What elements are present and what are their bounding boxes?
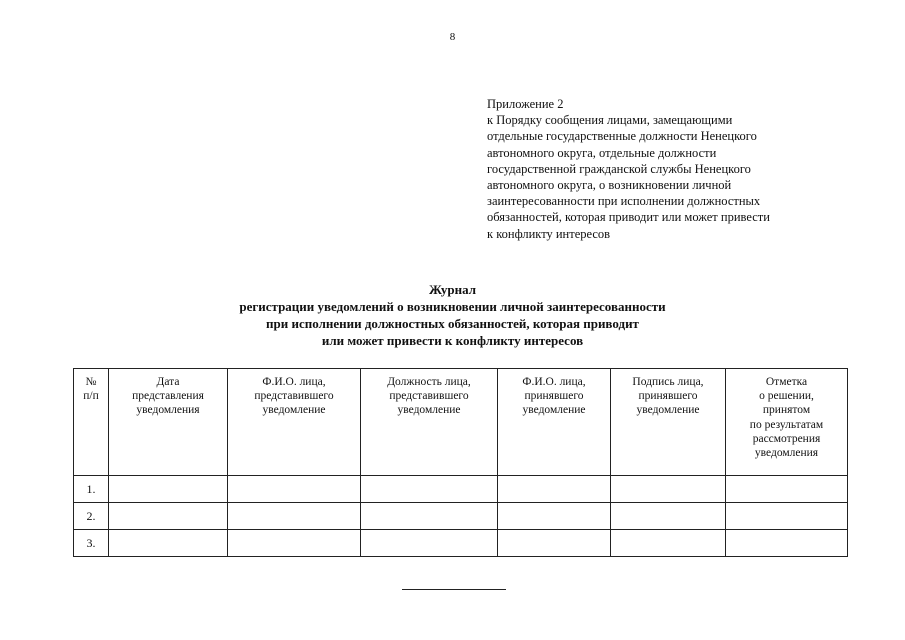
- table-cell: [228, 476, 361, 503]
- table-cell: [361, 530, 498, 557]
- column-header-decision-note: [726, 369, 848, 476]
- table-cell: [726, 530, 848, 557]
- column-header-submitter-name: [228, 369, 361, 476]
- column-header-label: Подпись лица, принявшего уведомление: [632, 376, 704, 417]
- column-header-label: Дата представления уведомления: [132, 376, 204, 417]
- table-cell: [611, 503, 726, 530]
- table-cell: [109, 530, 228, 557]
- appendix-line: заинтересованности при исполнении должностных: [487, 194, 761, 209]
- column-header-submitter-position: [361, 369, 498, 476]
- closing-divider: [402, 589, 506, 590]
- table-cell: [498, 476, 611, 503]
- journal-subtitle-line: при исполнении должностных обязанностей, которая приводит: [266, 316, 639, 331]
- table-cell: [228, 530, 361, 557]
- table-cell-number: 3.: [74, 530, 109, 557]
- appendix-note: [487, 96, 847, 242]
- appendix-line: отдельные государственные должности Ненецкого: [487, 129, 757, 144]
- column-header-receiver-signature: [611, 369, 726, 476]
- table-header-row: [74, 369, 848, 476]
- column-header-label: Отметка о решении, принятом по результатам рассмотрения уведомления: [749, 376, 824, 460]
- column-header-label: Должность лица, представившего уведомление: [387, 376, 471, 417]
- journal-subtitle-line: регистрации уведомлений о возникновении личной заинтересованности: [239, 299, 666, 314]
- appendix-line: автономного округа, о возникновении личной: [487, 178, 732, 193]
- table-cell: [109, 476, 228, 503]
- journal-title: Журнал: [429, 282, 476, 297]
- appendix-line: автономного округа, отдельные должности: [487, 145, 717, 160]
- table-cell: [611, 530, 726, 557]
- column-header-label: Ф.И.О. лица, принявшего уведомление: [522, 376, 586, 417]
- appendix-line: государственной гражданской службы Ненецкого: [487, 161, 751, 176]
- appendix-line: обязанностей, которая приводит или может привести: [487, 210, 770, 225]
- column-header-label: № п/п: [83, 376, 99, 403]
- table-cell: [109, 503, 228, 530]
- journal-heading: [0, 281, 905, 349]
- column-header-label: Ф.И.О. лица, представившего уведомление: [254, 376, 334, 417]
- column-header-date: [109, 369, 228, 476]
- appendix-line: к Порядку сообщения лицами, замещающими: [487, 113, 733, 128]
- page-number: 8: [449, 31, 456, 43]
- column-header-receiver-name: [498, 369, 611, 476]
- appendix-title: Приложение 2: [487, 97, 564, 111]
- table-row: [74, 503, 848, 530]
- table-cell: [498, 503, 611, 530]
- table-row: [74, 476, 848, 503]
- appendix-line: к конфликту интересов: [487, 226, 611, 241]
- journal-subtitle-line: или может привести к конфликту интересов: [321, 333, 584, 348]
- table-cell-number: 2.: [74, 503, 109, 530]
- table-cell: [361, 476, 498, 503]
- table-row: [74, 530, 848, 557]
- table-cell: [726, 476, 848, 503]
- table-cell: [498, 530, 611, 557]
- table-cell: [726, 503, 848, 530]
- table-cell-number: 1.: [74, 476, 109, 503]
- column-header-number: [74, 369, 109, 476]
- table-cell: [361, 503, 498, 530]
- registration-table: [73, 368, 848, 557]
- table-cell: [228, 503, 361, 530]
- table-cell: [611, 476, 726, 503]
